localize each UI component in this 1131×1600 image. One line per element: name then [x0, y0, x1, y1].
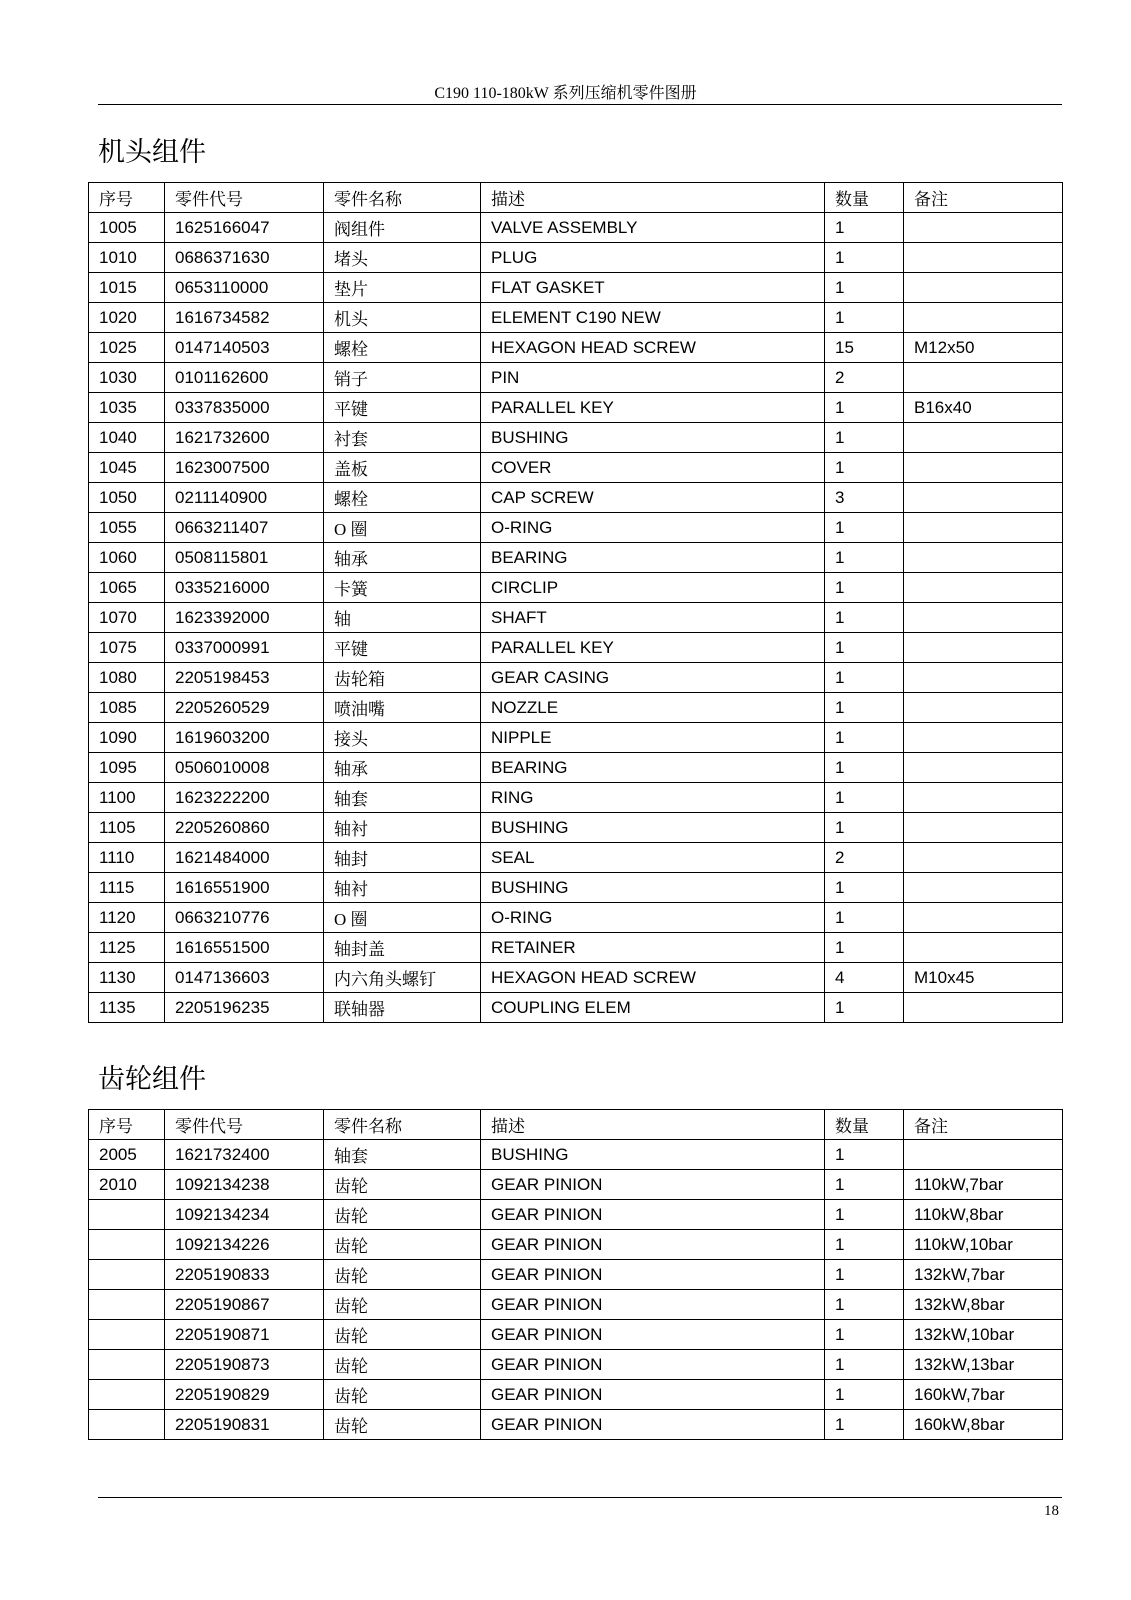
- cell-part-number: 2205190873: [165, 1350, 324, 1380]
- cell-remark: [904, 483, 1063, 513]
- cell-index: [89, 1260, 165, 1290]
- cell-quantity: 1: [825, 453, 904, 483]
- cell-remark: [904, 813, 1063, 843]
- cell-index: 1115: [89, 873, 165, 903]
- cell-remark: [904, 933, 1063, 963]
- cell-part-number: 0147136603: [165, 963, 324, 993]
- header-rule: [98, 104, 1062, 105]
- cell-description: SEAL: [481, 843, 825, 873]
- cell-remark: [904, 843, 1063, 873]
- section-title-engine-assembly: 机头组件: [98, 137, 206, 167]
- cell-part-name: 堵头: [324, 243, 481, 273]
- cell-description: PLUG: [481, 243, 825, 273]
- cell-part-number: 0686371630: [165, 243, 324, 273]
- column-header: 备注: [904, 1110, 1063, 1140]
- cell-index: 1020: [89, 303, 165, 333]
- cell-remark: 110kW,10bar: [904, 1230, 1063, 1260]
- cell-description: NOZZLE: [481, 693, 825, 723]
- table-row: [89, 963, 1063, 993]
- cell-part-number: 1616551500: [165, 933, 324, 963]
- cell-part-name: 齿轮: [324, 1230, 481, 1260]
- cell-description: PARALLEL KEY: [481, 393, 825, 423]
- cell-description: HEXAGON HEAD SCREW: [481, 963, 825, 993]
- cell-remark: 132kW,8bar: [904, 1290, 1063, 1320]
- cell-part-number: 1623392000: [165, 603, 324, 633]
- cell-index: 1120: [89, 903, 165, 933]
- cell-part-name: 内六角头螺钉: [324, 963, 481, 993]
- cell-part-number: 1621484000: [165, 843, 324, 873]
- cell-part-number: 1621732400: [165, 1140, 324, 1170]
- cell-index: [89, 1320, 165, 1350]
- cell-index: 1055: [89, 513, 165, 543]
- cell-part-number: 2205196235: [165, 993, 324, 1023]
- cell-part-number: 1623222200: [165, 783, 324, 813]
- cell-quantity: 1: [825, 603, 904, 633]
- cell-index: 1075: [89, 633, 165, 663]
- cell-index: 1070: [89, 603, 165, 633]
- cell-remark: [904, 543, 1063, 573]
- cell-remark: [904, 453, 1063, 483]
- cell-remark: 160kW,8bar: [904, 1410, 1063, 1440]
- cell-remark: M10x45: [904, 963, 1063, 993]
- cell-part-number: 2205260860: [165, 813, 324, 843]
- cell-description: COUPLING ELEM: [481, 993, 825, 1023]
- cell-part-number: 0335216000: [165, 573, 324, 603]
- cell-index: 1050: [89, 483, 165, 513]
- cell-description: SHAFT: [481, 603, 825, 633]
- cell-part-name: 接头: [324, 723, 481, 753]
- cell-index: [89, 1290, 165, 1320]
- cell-quantity: 1: [825, 1230, 904, 1260]
- cell-index: 1095: [89, 753, 165, 783]
- cell-description: BEARING: [481, 543, 825, 573]
- page-number: 18: [1044, 1503, 1059, 1519]
- cell-part-number: 0653110000: [165, 273, 324, 303]
- table-row: [89, 1290, 1063, 1320]
- cell-part-name: 齿轮: [324, 1290, 481, 1320]
- cell-part-name: 轴衬: [324, 873, 481, 903]
- cell-quantity: 1: [825, 513, 904, 543]
- cell-remark: [904, 903, 1063, 933]
- cell-part-number: 1619603200: [165, 723, 324, 753]
- table-row: [89, 693, 1063, 723]
- cell-part-number: 0663211407: [165, 513, 324, 543]
- cell-part-name: O 圈: [324, 513, 481, 543]
- cell-quantity: 1: [825, 423, 904, 453]
- cell-part-name: 齿轮: [324, 1170, 481, 1200]
- cell-remark: [904, 513, 1063, 543]
- cell-index: 1090: [89, 723, 165, 753]
- cell-description: BUSHING: [481, 813, 825, 843]
- cell-remark: 132kW,13bar: [904, 1350, 1063, 1380]
- cell-quantity: 1: [825, 1200, 904, 1230]
- cell-description: RING: [481, 783, 825, 813]
- cell-index: 1030: [89, 363, 165, 393]
- table-row: [89, 363, 1063, 393]
- cell-description: FLAT GASKET: [481, 273, 825, 303]
- cell-description: GEAR PINION: [481, 1230, 825, 1260]
- page-header-title: C190 110-180kW 系列压缩机零件图册: [434, 85, 697, 102]
- cell-description: RETAINER: [481, 933, 825, 963]
- cell-quantity: 2: [825, 843, 904, 873]
- cell-part-number: 0337000991: [165, 633, 324, 663]
- cell-part-number: 1623007500: [165, 453, 324, 483]
- cell-part-name: 轴套: [324, 1140, 481, 1170]
- cell-quantity: 1: [825, 903, 904, 933]
- cell-index: 1025: [89, 333, 165, 363]
- cell-index: 1125: [89, 933, 165, 963]
- table-row: [89, 1170, 1063, 1200]
- cell-part-name: 轴套: [324, 783, 481, 813]
- table-row: [89, 813, 1063, 843]
- cell-index: [89, 1410, 165, 1440]
- table-row: [89, 1410, 1063, 1440]
- cell-part-number: 0101162600: [165, 363, 324, 393]
- cell-part-name: 卡簧: [324, 573, 481, 603]
- table-row: [89, 903, 1063, 933]
- cell-remark: 110kW,7bar: [904, 1170, 1063, 1200]
- cell-description: BUSHING: [481, 423, 825, 453]
- cell-part-number: 2205190871: [165, 1320, 324, 1350]
- column-header: 序号: [89, 1110, 165, 1140]
- cell-description: GEAR PINION: [481, 1290, 825, 1320]
- cell-description: O-RING: [481, 903, 825, 933]
- table-row: [89, 243, 1063, 273]
- cell-index: 1040: [89, 423, 165, 453]
- cell-description: CIRCLIP: [481, 573, 825, 603]
- cell-quantity: 1: [825, 753, 904, 783]
- cell-part-number: 1616734582: [165, 303, 324, 333]
- cell-index: 1035: [89, 393, 165, 423]
- cell-part-name: 盖板: [324, 453, 481, 483]
- cell-description: GEAR PINION: [481, 1380, 825, 1410]
- cell-quantity: 1: [825, 243, 904, 273]
- cell-remark: [904, 873, 1063, 903]
- cell-index: [89, 1230, 165, 1260]
- cell-quantity: 1: [825, 813, 904, 843]
- cell-part-name: 轴衬: [324, 813, 481, 843]
- cell-part-number: 2205190829: [165, 1380, 324, 1410]
- cell-part-number: 2205190867: [165, 1290, 324, 1320]
- cell-index: 1080: [89, 663, 165, 693]
- cell-quantity: 1: [825, 1260, 904, 1290]
- cell-remark: B16x40: [904, 393, 1063, 423]
- cell-quantity: 1: [825, 783, 904, 813]
- cell-quantity: 1: [825, 993, 904, 1023]
- cell-remark: [904, 783, 1063, 813]
- cell-description: GEAR PINION: [481, 1350, 825, 1380]
- cell-quantity: 1: [825, 303, 904, 333]
- cell-quantity: 15: [825, 333, 904, 363]
- cell-description: GEAR CASING: [481, 663, 825, 693]
- table-row: [89, 543, 1063, 573]
- table-row: [89, 633, 1063, 663]
- cell-description: HEXAGON HEAD SCREW: [481, 333, 825, 363]
- cell-part-number: 2205198453: [165, 663, 324, 693]
- cell-remark: [904, 213, 1063, 243]
- cell-index: [89, 1200, 165, 1230]
- cell-part-name: 齿轮: [324, 1380, 481, 1410]
- cell-part-name: 平键: [324, 393, 481, 423]
- cell-remark: 132kW,7bar: [904, 1260, 1063, 1290]
- cell-index: 1100: [89, 783, 165, 813]
- cell-remark: 160kW,7bar: [904, 1380, 1063, 1410]
- column-header: 描述: [481, 1110, 825, 1140]
- cell-quantity: 3: [825, 483, 904, 513]
- cell-remark: [904, 243, 1063, 273]
- table-row: [89, 873, 1063, 903]
- table-row: [89, 483, 1063, 513]
- table-row: [89, 423, 1063, 453]
- cell-quantity: 1: [825, 723, 904, 753]
- cell-part-name: 螺栓: [324, 483, 481, 513]
- cell-remark: [904, 723, 1063, 753]
- cell-description: PARALLEL KEY: [481, 633, 825, 663]
- cell-quantity: 1: [825, 933, 904, 963]
- cell-remark: [904, 1140, 1063, 1170]
- cell-part-number: 0147140503: [165, 333, 324, 363]
- cell-part-name: 齿轮箱: [324, 663, 481, 693]
- cell-index: [89, 1380, 165, 1410]
- cell-description: ELEMENT C190 NEW: [481, 303, 825, 333]
- cell-description: GEAR PINION: [481, 1320, 825, 1350]
- footer-rule: [98, 1497, 1062, 1498]
- cell-part-number: 1092134234: [165, 1200, 324, 1230]
- cell-part-number: 2205190833: [165, 1260, 324, 1290]
- cell-part-number: 2205260529: [165, 693, 324, 723]
- cell-description: O-RING: [481, 513, 825, 543]
- cell-quantity: 1: [825, 663, 904, 693]
- cell-remark: [904, 993, 1063, 1023]
- cell-description: VALVE ASSEMBLY: [481, 213, 825, 243]
- table-row: [89, 993, 1063, 1023]
- cell-remark: [904, 423, 1063, 453]
- cell-remark: [904, 303, 1063, 333]
- cell-part-name: 轴封: [324, 843, 481, 873]
- cell-quantity: 1: [825, 1380, 904, 1410]
- cell-part-number: 0211140900: [165, 483, 324, 513]
- table-row: [89, 843, 1063, 873]
- cell-index: 1065: [89, 573, 165, 603]
- cell-part-number: 0508115801: [165, 543, 324, 573]
- cell-part-number: 0663210776: [165, 903, 324, 933]
- cell-index: 1005: [89, 213, 165, 243]
- column-header: 数量: [825, 1110, 904, 1140]
- cell-description: CAP SCREW: [481, 483, 825, 513]
- table-row: [89, 573, 1063, 603]
- cell-quantity: 1: [825, 543, 904, 573]
- table-row: [89, 783, 1063, 813]
- cell-quantity: 1: [825, 1170, 904, 1200]
- cell-part-number: 1621732600: [165, 423, 324, 453]
- table-header-row: [89, 1110, 1063, 1140]
- cell-index: 1010: [89, 243, 165, 273]
- cell-description: BUSHING: [481, 1140, 825, 1170]
- cell-quantity: 1: [825, 633, 904, 663]
- cell-index: 1105: [89, 813, 165, 843]
- table-row: [89, 603, 1063, 633]
- table-row: [89, 453, 1063, 483]
- cell-quantity: 1: [825, 573, 904, 603]
- cell-quantity: 1: [825, 693, 904, 723]
- cell-index: 1110: [89, 843, 165, 873]
- table-row: [89, 1350, 1063, 1380]
- cell-part-name: 轴承: [324, 753, 481, 783]
- column-header: 序号: [89, 183, 165, 213]
- cell-description: PIN: [481, 363, 825, 393]
- cell-quantity: 1: [825, 1290, 904, 1320]
- parts-table-gear-assembly: [88, 1109, 1063, 1440]
- cell-part-number: 0506010008: [165, 753, 324, 783]
- table-row: [89, 213, 1063, 243]
- cell-index: 1060: [89, 543, 165, 573]
- column-header: 零件代号: [165, 1110, 324, 1140]
- cell-remark: [904, 603, 1063, 633]
- cell-remark: [904, 663, 1063, 693]
- cell-part-number: 1616551900: [165, 873, 324, 903]
- cell-quantity: 1: [825, 1350, 904, 1380]
- table-row: [89, 663, 1063, 693]
- section-title-gear-assembly: 齿轮组件: [98, 1064, 206, 1094]
- cell-index: 1015: [89, 273, 165, 303]
- cell-index: 2005: [89, 1140, 165, 1170]
- table-row: [89, 393, 1063, 423]
- cell-quantity: 1: [825, 393, 904, 423]
- cell-part-name: 机头: [324, 303, 481, 333]
- cell-quantity: 1: [825, 1410, 904, 1440]
- cell-quantity: 1: [825, 1140, 904, 1170]
- cell-part-name: 齿轮: [324, 1320, 481, 1350]
- cell-quantity: 1: [825, 273, 904, 303]
- cell-index: 1135: [89, 993, 165, 1023]
- cell-part-name: 齿轮: [324, 1200, 481, 1230]
- cell-index: 1045: [89, 453, 165, 483]
- cell-part-name: 衬套: [324, 423, 481, 453]
- cell-quantity: 1: [825, 873, 904, 903]
- cell-part-name: 平键: [324, 633, 481, 663]
- table-row: [89, 1260, 1063, 1290]
- cell-part-name: 垫片: [324, 273, 481, 303]
- cell-quantity: 4: [825, 963, 904, 993]
- cell-part-name: 联轴器: [324, 993, 481, 1023]
- cell-description: COVER: [481, 453, 825, 483]
- cell-part-number: 1625166047: [165, 213, 324, 243]
- table-row: [89, 273, 1063, 303]
- column-header: 零件代号: [165, 183, 324, 213]
- table-row: [89, 1380, 1063, 1410]
- column-header: 数量: [825, 183, 904, 213]
- cell-remark: [904, 573, 1063, 603]
- cell-description: BUSHING: [481, 873, 825, 903]
- cell-part-number: 1092134226: [165, 1230, 324, 1260]
- table-row: [89, 933, 1063, 963]
- table-row: [89, 1320, 1063, 1350]
- table-row: [89, 1140, 1063, 1170]
- cell-description: NIPPLE: [481, 723, 825, 753]
- table-row: [89, 1230, 1063, 1260]
- cell-remark: [904, 693, 1063, 723]
- cell-index: [89, 1350, 165, 1380]
- cell-part-name: 螺栓: [324, 333, 481, 363]
- column-header: 零件名称: [324, 1110, 481, 1140]
- cell-part-name: 喷油嘴: [324, 693, 481, 723]
- table-header-row: [89, 183, 1063, 213]
- cell-part-name: 轴: [324, 603, 481, 633]
- parts-table-engine-assembly: [88, 182, 1063, 1023]
- cell-part-name: 轴封盖: [324, 933, 481, 963]
- table-row: [89, 513, 1063, 543]
- table-row: [89, 753, 1063, 783]
- cell-part-number: 0337835000: [165, 393, 324, 423]
- table-row: [89, 1200, 1063, 1230]
- table-row: [89, 303, 1063, 333]
- cell-part-name: 齿轮: [324, 1260, 481, 1290]
- column-header: 备注: [904, 183, 1063, 213]
- cell-part-name: 销子: [324, 363, 481, 393]
- cell-remark: M12x50: [904, 333, 1063, 363]
- table-row: [89, 723, 1063, 753]
- cell-remark: 132kW,10bar: [904, 1320, 1063, 1350]
- cell-description: GEAR PINION: [481, 1170, 825, 1200]
- cell-index: 1130: [89, 963, 165, 993]
- cell-remark: [904, 633, 1063, 663]
- cell-index: 1085: [89, 693, 165, 723]
- cell-description: BEARING: [481, 753, 825, 783]
- cell-remark: 110kW,8bar: [904, 1200, 1063, 1230]
- cell-part-name: 齿轮: [324, 1410, 481, 1440]
- column-header: 描述: [481, 183, 825, 213]
- cell-part-name: O 圈: [324, 903, 481, 933]
- cell-remark: [904, 363, 1063, 393]
- cell-quantity: 1: [825, 1320, 904, 1350]
- cell-description: GEAR PINION: [481, 1200, 825, 1230]
- cell-description: GEAR PINION: [481, 1410, 825, 1440]
- cell-part-name: 阀组件: [324, 213, 481, 243]
- table-row: [89, 333, 1063, 363]
- cell-part-name: 齿轮: [324, 1350, 481, 1380]
- cell-remark: [904, 273, 1063, 303]
- cell-part-number: 1092134238: [165, 1170, 324, 1200]
- column-header: 零件名称: [324, 183, 481, 213]
- cell-index: 2010: [89, 1170, 165, 1200]
- cell-description: GEAR PINION: [481, 1260, 825, 1290]
- cell-remark: [904, 753, 1063, 783]
- cell-part-number: 2205190831: [165, 1410, 324, 1440]
- cell-part-name: 轴承: [324, 543, 481, 573]
- cell-quantity: 2: [825, 363, 904, 393]
- cell-quantity: 1: [825, 213, 904, 243]
